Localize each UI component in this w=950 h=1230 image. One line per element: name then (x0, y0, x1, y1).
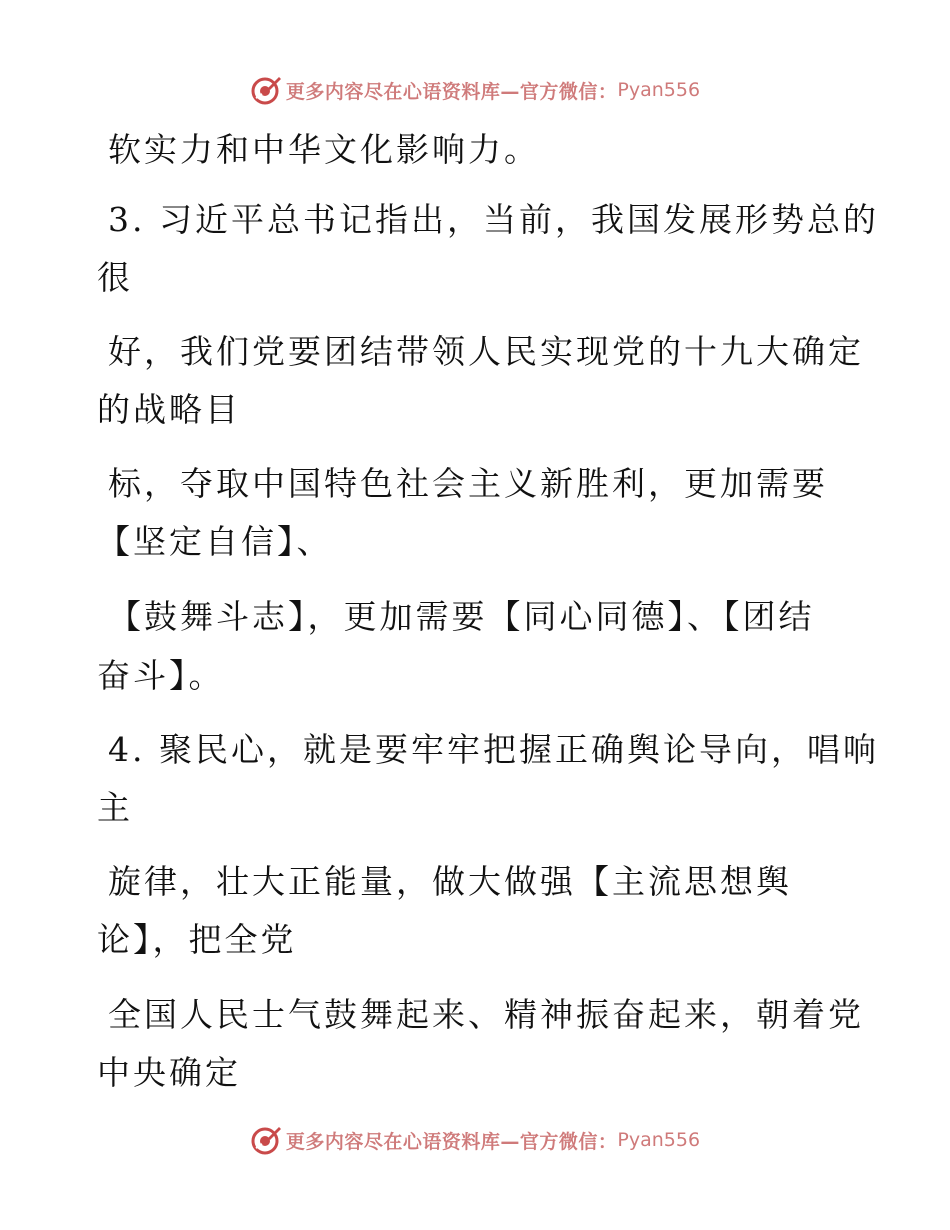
text-line: 【鼓舞斗志】，更加需要【同心同德】、【团结 (108, 597, 815, 636)
text-line: 4. 聚民心，就是要牢牢把握正确舆论导向，唱响 (108, 730, 879, 769)
text-line: 全国人民士气鼓舞起来、精神振奋起来，朝着党 (108, 995, 864, 1034)
text-line: 软实力和中华文化影响力。 (108, 130, 540, 169)
pen-logo-icon (250, 74, 282, 106)
text-line: 的战略目 (97, 390, 241, 429)
header-watermark (0, 70, 950, 110)
text-line: 好，我们党要团结带领人民实现党的十九大确定 (108, 332, 864, 371)
text-line: 旋律，壮大正能量，做大做强【主流思想舆 (108, 862, 792, 901)
text-line: 论】，把全党 (97, 920, 297, 959)
pen-logo-icon (250, 1124, 282, 1156)
text-line: 奋斗】。 (97, 656, 225, 695)
text-line: 标，夺取中国特色社会主义新胜利，更加需要 (108, 464, 828, 503)
watermark-wechat-id: Pyan556 (617, 1129, 701, 1151)
watermark-text: 更多内容尽在心语资料库—官方微信： (285, 80, 618, 103)
text-line: 3. 习近平总书记指出，当前，我国发展形势总的 (108, 200, 879, 239)
watermark-wechat-id: Pyan556 (617, 79, 701, 101)
text-line: 主 (97, 788, 133, 827)
footer-watermark (0, 1120, 950, 1160)
text-line: 很 (97, 258, 133, 297)
text-line: 中央确定 (97, 1053, 241, 1092)
watermark-text: 更多内容尽在心语资料库—官方微信： (285, 1130, 618, 1153)
text-line: 【坚定自信】、 (97, 522, 333, 561)
